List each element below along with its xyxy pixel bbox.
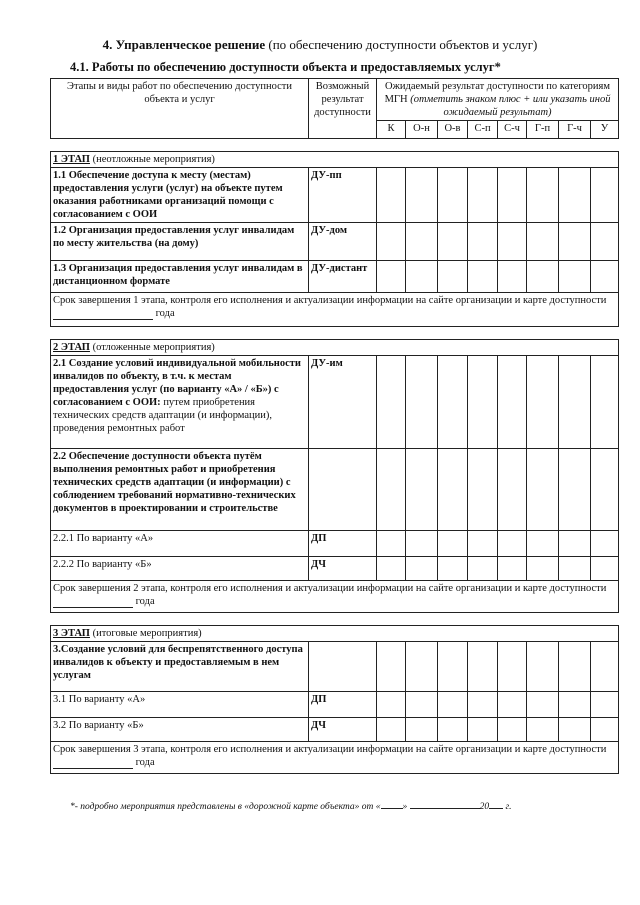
cell[interactable]: [498, 557, 527, 581]
stage1-title: [51, 152, 619, 168]
stage2-deadline: [51, 581, 619, 613]
cell[interactable]: [438, 531, 468, 557]
stage2-title-label: 2 ЭТАП: [53, 342, 90, 353]
cell[interactable]: [559, 356, 591, 449]
cell[interactable]: [406, 692, 438, 718]
footnote-month-blank[interactable]: [410, 799, 480, 809]
cell[interactable]: [527, 261, 559, 293]
stage1-title-label: 1 ЭТАП: [53, 154, 90, 165]
stage1-row-2-result: ДУ-дом: [309, 223, 377, 261]
cell[interactable]: [559, 692, 591, 718]
header-expected-note: (отметить знаком плюс + или указать иной ожидаемый результат): [410, 94, 611, 118]
category-o-v: О-в: [438, 121, 468, 139]
cell[interactable]: [377, 531, 406, 557]
cell[interactable]: [527, 168, 559, 223]
stage1-deadline-text: Срок завершения 1 этапа, контроля его исполнения и актуализации информации на сайте организации и карте доступности: [53, 295, 607, 306]
category-o-n: О-н: [406, 121, 438, 139]
stage3-row-2-result: ДП: [309, 692, 377, 718]
cell[interactable]: [498, 356, 527, 449]
cell[interactable]: [591, 531, 619, 557]
cell[interactable]: [559, 168, 591, 223]
cell[interactable]: [468, 692, 498, 718]
cell[interactable]: [468, 356, 498, 449]
cell[interactable]: [406, 449, 438, 531]
cell[interactable]: [591, 356, 619, 449]
footnote-text: *- подробно мероприятия представлены в «дорожной карте объекта» от «: [70, 802, 381, 812]
cell[interactable]: [591, 557, 619, 581]
stage1-deadline: [51, 293, 619, 327]
cell[interactable]: [527, 718, 559, 742]
cell[interactable]: [468, 449, 498, 531]
footnote-day-blank[interactable]: [381, 799, 403, 809]
cell[interactable]: [377, 692, 406, 718]
cell[interactable]: [591, 223, 619, 261]
header-expected: [377, 79, 619, 121]
cell[interactable]: [309, 449, 377, 531]
cell[interactable]: [438, 642, 468, 692]
cell[interactable]: [559, 261, 591, 293]
cell[interactable]: [377, 223, 406, 261]
cell[interactable]: [559, 531, 591, 557]
stage1-row-1: 1.1 Обеспечение доступа к месту (местам) предоставления услуги (услуг) на объекте путем оказания работниками организаций помощи с согласованием с ООИ: [51, 168, 309, 223]
cell[interactable]: [438, 718, 468, 742]
stage3-row-3: 3.2 По варианту «Б»: [51, 718, 309, 742]
section-title-bold: 4. Управленческое решение: [102, 37, 266, 52]
cell[interactable]: [438, 223, 468, 261]
cell[interactable]: [527, 692, 559, 718]
cell[interactable]: [406, 223, 438, 261]
cell[interactable]: [498, 642, 527, 692]
footnote: [70, 799, 512, 812]
cell[interactable]: [591, 692, 619, 718]
cell[interactable]: [406, 557, 438, 581]
cell[interactable]: [559, 718, 591, 742]
section-title: [0, 37, 640, 53]
cell[interactable]: [468, 223, 498, 261]
cell[interactable]: [406, 168, 438, 223]
cell[interactable]: [377, 261, 406, 293]
cell[interactable]: [559, 223, 591, 261]
stage2-row-2: 2.2 Обеспечение доступности объекта путём выполнения ремонтных работ и приобретения технических средств адаптации (и информации) с соблюдением требований нормативно-технических документов в проектировании и строительстве: [51, 449, 309, 531]
works-table: [50, 78, 619, 774]
category-s-p: С-п: [468, 121, 498, 139]
spacer: [51, 613, 619, 626]
cell[interactable]: [498, 223, 527, 261]
spacer: [51, 139, 619, 152]
cell[interactable]: [591, 718, 619, 742]
footnote-year-prefix: 20: [479, 802, 490, 812]
cell[interactable]: [498, 261, 527, 293]
footnote-year-blank[interactable]: [489, 799, 503, 809]
stage3-subtitle: (итоговые мероприятия): [89, 628, 202, 639]
cell[interactable]: [468, 557, 498, 581]
cell[interactable]: [406, 356, 438, 449]
cell[interactable]: [559, 557, 591, 581]
category-k: К: [377, 121, 406, 139]
cell[interactable]: [591, 168, 619, 223]
cell[interactable]: [438, 168, 468, 223]
header-stages: Этапы и виды работ по обеспечению доступности объекта и услуг: [51, 79, 309, 139]
cell[interactable]: [377, 642, 406, 692]
stage3-title-label: 3 ЭТАП: [53, 628, 90, 639]
cell[interactable]: [498, 718, 527, 742]
category-g-p: Г-п: [527, 121, 559, 139]
cell[interactable]: [498, 692, 527, 718]
cell[interactable]: [527, 449, 559, 531]
stage2-row-4: 2.2.2 По варианту «Б»: [51, 557, 309, 581]
cell[interactable]: [406, 642, 438, 692]
cell[interactable]: [468, 642, 498, 692]
cell[interactable]: [559, 642, 591, 692]
stage1-row-3-result: ДУ-дистант: [309, 261, 377, 293]
cell[interactable]: [468, 718, 498, 742]
cell[interactable]: [498, 531, 527, 557]
stage2-row-3: 2.2.1 По варианту «А»: [51, 531, 309, 557]
cell[interactable]: [559, 449, 591, 531]
cell[interactable]: [527, 531, 559, 557]
cell[interactable]: [377, 449, 406, 531]
cell[interactable]: [527, 356, 559, 449]
cell[interactable]: [438, 261, 468, 293]
category-g-ch: Г-ч: [559, 121, 591, 139]
stage2-deadline-blank[interactable]: [53, 607, 133, 608]
stage2-row-1-rest: путем приобретения технических средств адаптации (и информации), проведения ремонтных работ: [53, 397, 273, 434]
stage3-row-2: 3.1 По варианту «А»: [51, 692, 309, 718]
category-s-ch: С-ч: [498, 121, 527, 139]
cell[interactable]: [527, 223, 559, 261]
cell[interactable]: [406, 261, 438, 293]
cell[interactable]: [377, 718, 406, 742]
section-title-rest: (по обеспечению доступности объектов и услуг): [265, 37, 538, 52]
cell[interactable]: [468, 531, 498, 557]
cell[interactable]: [438, 449, 468, 531]
cell[interactable]: [468, 261, 498, 293]
stage2-row-1-result: ДУ-им: [309, 356, 377, 449]
cell[interactable]: [438, 557, 468, 581]
stage2-row-4-result: ДЧ: [309, 557, 377, 581]
category-u: У: [591, 121, 619, 139]
stage2-row-3-result: ДП: [309, 531, 377, 557]
spacer: [51, 327, 619, 340]
stage2-title: [51, 340, 619, 356]
footnote-year-suffix: г.: [505, 802, 512, 812]
cell[interactable]: [309, 642, 377, 692]
stage3-deadline: [51, 742, 619, 774]
cell[interactable]: [406, 718, 438, 742]
stage2-deadline-year: года: [135, 596, 155, 607]
stage1-subtitle: (неотложные мероприятия): [89, 154, 215, 165]
cell[interactable]: [498, 168, 527, 223]
cell[interactable]: [591, 261, 619, 293]
cell[interactable]: [527, 557, 559, 581]
stage1-deadline-blank[interactable]: [53, 319, 153, 320]
cell[interactable]: [591, 449, 619, 531]
stage3-row-1: 3.Создание условий для беспрепятственного доступа инвалидов к объекту и предоставляемым в нем услугам: [51, 642, 309, 692]
cell[interactable]: [406, 531, 438, 557]
stage2-row-1-bold: 2.1 Создание условий индивидуальной мобильности инвалидов по объекту, в т.ч. к местам предоставления услуг (по варианту «А» / «Б») с согласованием с ООИ:: [53, 358, 301, 408]
subsection-title: 4.1. Работы по обеспечению доступности объекта и предоставляемых услуг*: [70, 60, 501, 74]
stage3-deadline-text: Срок завершения 3 этапа, контроля его исполнения и актуализации информации на сайте организации и карте доступности: [53, 744, 607, 755]
stage2-subtitle: (отложенные мероприятия): [89, 342, 215, 353]
stage2-row-1: [51, 356, 309, 449]
header-result: Возможный результат доступности: [309, 79, 377, 139]
cell[interactable]: [377, 356, 406, 449]
cell[interactable]: [527, 642, 559, 692]
stage3-row-3-result: ДЧ: [309, 718, 377, 742]
stage1-row-3: 1.3 Организация предоставления услуг инвалидам в дистанционном формате: [51, 261, 309, 293]
stage1-deadline-year: года: [155, 308, 175, 319]
cell[interactable]: [377, 168, 406, 223]
stage3-deadline-blank[interactable]: [53, 768, 133, 769]
cell[interactable]: [498, 449, 527, 531]
stage1-row-1-result: ДУ-пп: [309, 168, 377, 223]
stage1-row-2: 1.2 Организация предоставления услуг инвалидам по месту жительства (на дому): [51, 223, 309, 261]
cell[interactable]: [468, 168, 498, 223]
header-expected-main: Ожидаемый результат доступности по категориям МГН: [384, 81, 610, 105]
stage2-deadline-text: Срок завершения 2 этапа, контроля его исполнения и актуализации информации на сайте организации и карте доступности: [53, 583, 607, 594]
footnote-quote: »: [402, 802, 408, 812]
cell[interactable]: [438, 356, 468, 449]
stage3-title: [51, 626, 619, 642]
cell[interactable]: [377, 557, 406, 581]
stage3-deadline-year: года: [135, 757, 155, 768]
cell[interactable]: [438, 692, 468, 718]
cell[interactable]: [591, 642, 619, 692]
